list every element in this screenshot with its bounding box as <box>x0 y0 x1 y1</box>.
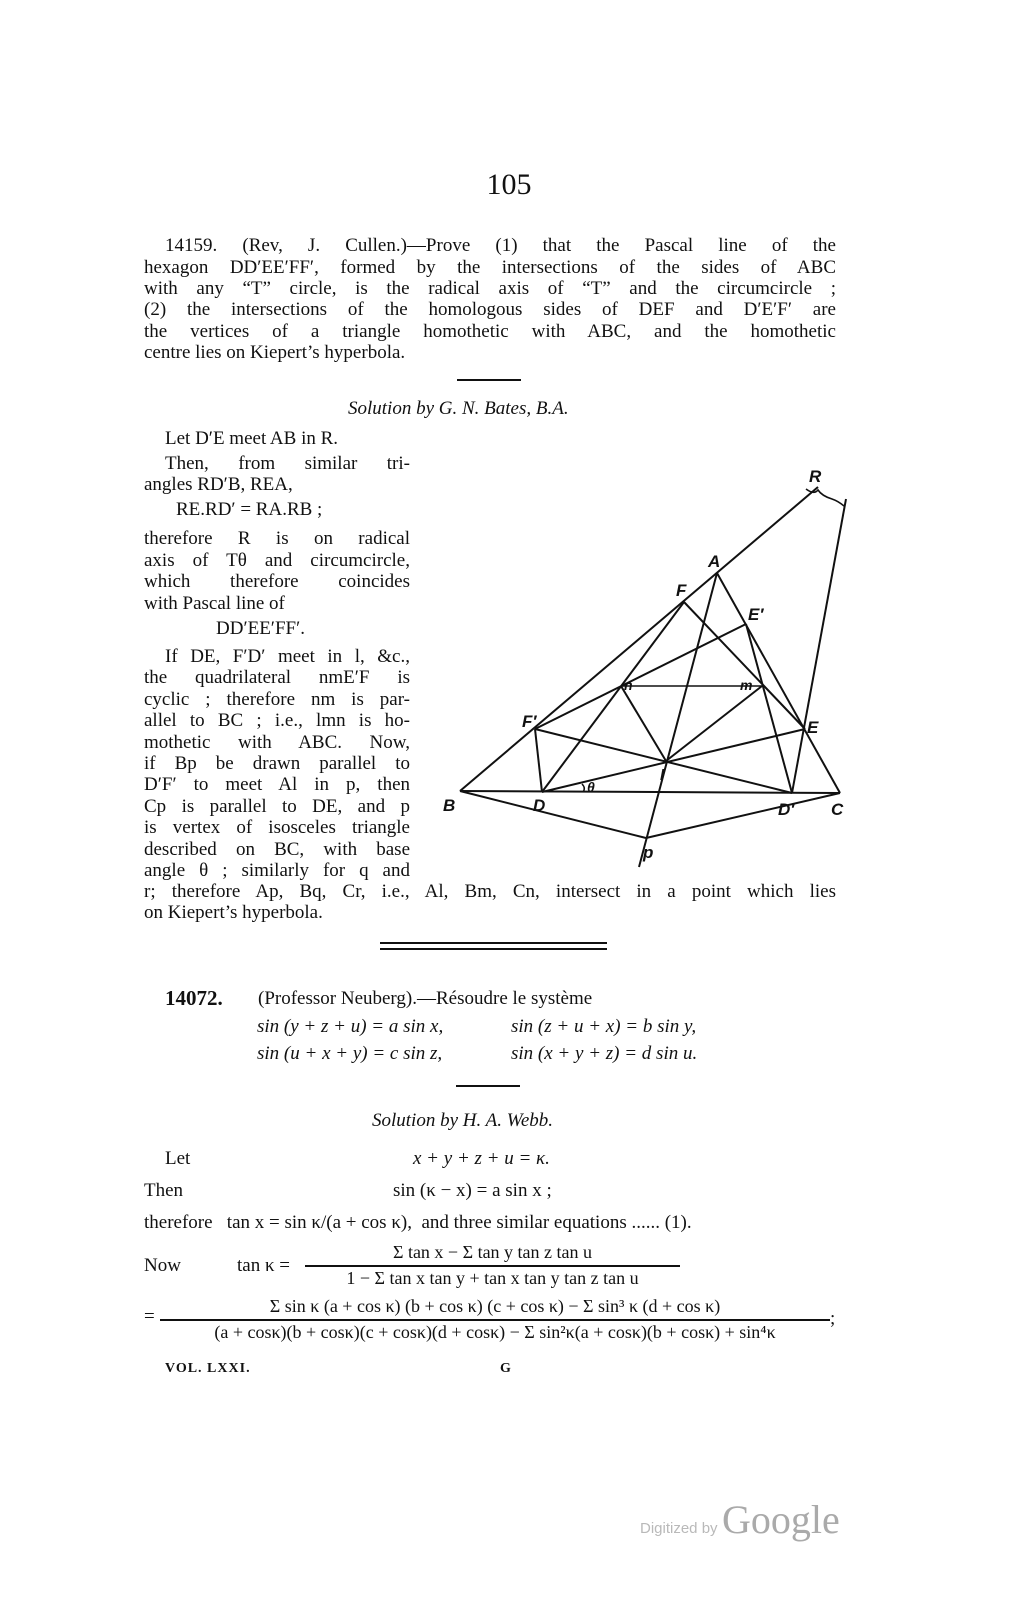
solution-line: angles RD′B, REA, <box>144 474 293 495</box>
then-label: Then <box>144 1180 184 1201</box>
statement-line: centre lies on Kiepert’s hyperbola. <box>144 342 406 363</box>
equation: sin (y + z + u) = a sin x, <box>257 1016 444 1037</box>
equals-sign: = <box>144 1306 155 1327</box>
therefore-line: therefore tan x = sin κ/(a + cos κ), and three similar equations ...... (1). <box>144 1212 692 1233</box>
equation: sin (u + x + y) = c sin z, <box>257 1043 443 1064</box>
line-AC <box>717 573 840 793</box>
solution-line: axis of Tθ and circumcircle, <box>144 550 410 571</box>
solution-line: r; therefore Ap, Bq, Cr, i.e., Al, Bm, Cn, intersect in a point which lies <box>144 881 836 902</box>
label-p: p <box>643 843 654 862</box>
solution-line: RE.RD′ = RA.RB ; <box>176 499 323 520</box>
label-F: F <box>676 581 687 600</box>
google-logo: Google <box>722 1497 840 1542</box>
tan-kappa-lhs: tan κ = <box>237 1255 291 1276</box>
label-D: D <box>533 796 546 815</box>
line-Cp <box>646 793 840 838</box>
line-E-prime-F-prime <box>535 624 746 729</box>
equation: sin (z + u + x) = b sin y, <box>511 1016 697 1037</box>
solution-line: Then, from similar tri- <box>165 453 410 474</box>
fraction2-trailing: ; <box>830 1308 836 1329</box>
volume-label: VOL. LXXI. <box>165 1361 251 1376</box>
section-divider <box>456 1085 520 1087</box>
label-R: R <box>809 467 822 486</box>
line-Bp <box>460 791 646 838</box>
label-n: n <box>624 677 633 693</box>
problem-header: (Professor Neuberg).—Résoudre le système <box>258 988 593 1009</box>
solution-credit: Solution by G. N. Bates, B.A. <box>348 398 569 419</box>
solution-line: allel to BC ; i.e., lmn is ho- <box>144 710 410 731</box>
label-theta: θ <box>587 779 595 795</box>
fraction1-numerator: Σ tan x − Σ tan y tan z tan u <box>392 1242 593 1262</box>
statement-line: (2) the intersections of the homologous sides of DEF and D′E′F′ are <box>144 299 836 320</box>
solution-line: D′F′ to meet Al in p, then <box>144 774 410 795</box>
line-ml <box>666 686 762 761</box>
equation: sin (x + y + z) = d sin u. <box>511 1043 698 1064</box>
solution-line: with Pascal line of <box>144 593 285 614</box>
solution-credit: Solution by H. A. Webb. <box>372 1110 554 1131</box>
let-label: Let <box>165 1148 191 1169</box>
fraction2-numerator: Σ sin κ (a + cos κ) (b + cos κ) (c + cos κ) − Σ sin³ κ (d + cos κ) <box>269 1296 721 1316</box>
solution-line: on Kiepert’s hyperbola. <box>144 902 323 923</box>
then-equation: sin (κ − x) = a sin x ; <box>393 1180 552 1201</box>
double-divider-top <box>380 942 607 944</box>
watermark-prefix: Digitized by <box>640 1520 718 1537</box>
statement-line: with any “T” circle, is the radical axis of “T” and the circumcircle ; <box>144 278 836 299</box>
fraction1-bar <box>305 1265 680 1267</box>
line-F-prime-D <box>535 729 542 792</box>
statement-line: 14159. (Rev, J. Cullen.)—Prove (1) that the Pascal line of the <box>165 235 836 256</box>
solution-line: if Bp be drawn parallel to <box>144 753 410 774</box>
page-number: 105 <box>486 168 532 201</box>
double-divider-bottom <box>380 948 607 950</box>
fraction1-denominator: 1 − Σ tan x tan y + tan x tan y tan z tan u <box>346 1268 639 1288</box>
label-D-prime: D′ <box>778 800 795 819</box>
line-nl <box>621 686 666 761</box>
solution-line: mothetic with ABC. Now, <box>144 732 410 753</box>
problem-number: 14072. <box>165 986 223 1010</box>
solution-line: described on BC, with base <box>144 839 410 860</box>
solution-line: is vertex of isosceles triangle <box>144 817 410 838</box>
label-F-prime: F′ <box>522 712 537 731</box>
solution-line: cyclic ; therefore nm is par- <box>144 689 410 710</box>
line-R-D-prime <box>792 499 846 793</box>
now-label: Now <box>144 1255 181 1276</box>
statement-line: the vertices of a triangle homothetic with ABC, and the homothetic <box>144 321 836 342</box>
angle-mark-R <box>806 489 844 506</box>
solution-line: angle θ ; similarly for q and <box>144 860 410 881</box>
line-Ap <box>639 573 717 867</box>
digitized-watermark <box>640 1496 840 1543</box>
statement-line: hexagon DD′EE′FF′, formed by the intersections of the sides of ABC <box>144 257 836 278</box>
label-A: A <box>708 552 721 571</box>
line-BR <box>460 487 818 791</box>
label-m: m <box>740 677 753 693</box>
fraction2-denominator: (a + cosκ)(b + cosκ)(c + cosκ)(d + cosκ) − Σ sin²κ(a + cosκ)(b + cosκ) + sin⁴κ <box>214 1322 776 1342</box>
fraction2-bar <box>160 1319 830 1321</box>
label-E-prime: E′ <box>748 605 764 624</box>
solution-line: Let D′E meet AB in R. <box>165 428 339 449</box>
solution-line: Cp is parallel to DE, and p <box>144 796 410 817</box>
label-E: E <box>807 718 819 737</box>
signature-mark: G <box>500 1361 511 1376</box>
solution-line: the quadrilateral nmE′F is <box>144 667 410 688</box>
solution-line: DD′EE′FF′. <box>216 618 306 639</box>
let-equation: x + y + z + u = κ. <box>413 1148 550 1169</box>
solution-line: therefore R is on radical <box>144 528 410 549</box>
solution-line: which therefore coincides <box>144 571 410 592</box>
label-l: l <box>660 767 665 784</box>
solution-line: If DE, F′D′ meet in l, &c., <box>165 646 410 667</box>
label-C: C <box>831 800 844 819</box>
label-B: B <box>443 796 456 815</box>
